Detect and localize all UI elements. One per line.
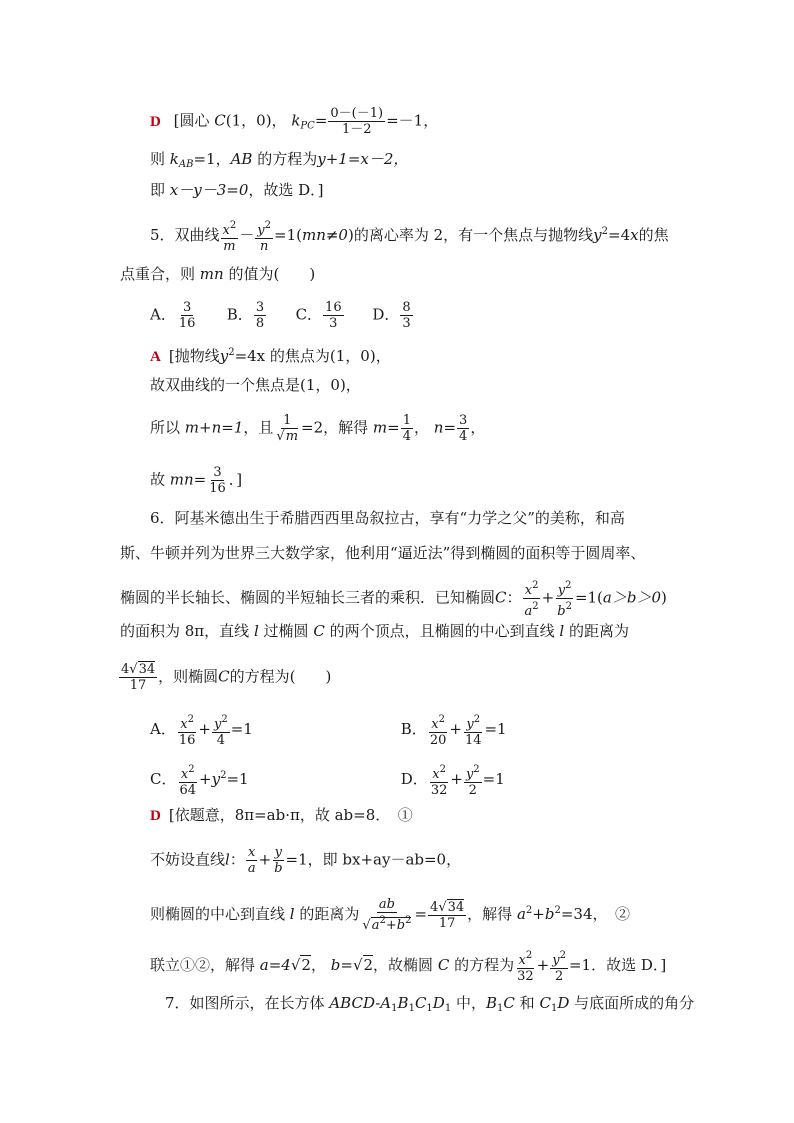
question-6-options-row-1: A． $\frac{x^2}{16}$ + $\frac{y^2}{4}$ =1 B． $\frac{x^2}{20}$ + $\frac{y^2}{14}$ =1 — [150, 714, 507, 748]
question-6-line-3: 椭圆的半长轴长、椭圆的半短轴长三者的乘积．已知椭圆C： $\frac{x^2}{a^2}$ + $\frac{y^2}{b^2}$ =1(a＞b＞0) — [120, 580, 667, 619]
answer-line-q6-3: 则椭圆的中心到直线 l 的距离为 $\frac{ab}{√a^2+b^2}$ = $\frac{4√34}{17}$ ，解得 $a^2+b^2=34$， ② — [150, 897, 630, 933]
question-5-line-1: 5．双曲线 $\frac{x^2}{m}$ － $\frac{y^2}{n}$ =1(mn≠0)的离心率为 2，有一个焦点与抛物线$y^2=4x$的焦 — [150, 220, 669, 254]
answer-line-q5-4: 故 mn= $\frac{3}{16}$ ．] — [150, 465, 243, 496]
answer-line-q6-4: 联立①②，解得 a=4√2， b=√2，故椭圆 C 的方程为 $\frac{x^2}{32}$ + $\frac{y^2}{2}$ =1．故选 D．] — [150, 950, 667, 984]
answer-letter-q6: D — [150, 808, 161, 824]
answer-line-q4-1: D [圆心 C(1，0)， $k_{PC}=$ $\frac{0-(-1)}{1-2}$ =－1， — [150, 106, 439, 137]
answer-line-q4-3: 即 x－y－3=0，故选 D．] — [150, 181, 324, 199]
question-6-line-4: 的面积为 8π，直线 l 过椭圆 C 的两个顶点，且椭圆的中心到直线 l 的距离为 — [120, 622, 630, 640]
question-6-line-5: $\frac{4√34}{17}$ ，则椭圆C的方程为( ) — [121, 662, 332, 693]
answer-letter-q4: D — [150, 113, 161, 130]
answer-line-q5-2: 故双曲线的一个焦点是(1，0)， — [150, 376, 361, 394]
answer-line-q6-2: 不妨设直线l： $\frac{x}{a}$ + $\frac{y}{b}$ =1，即 bx+ay－ab=0， — [150, 845, 462, 876]
answer-line-q5-3: 所以 m+n=1，且 $\frac{1}{√m}$ =2，解得 m= $\frac{1}{4}$ ， n= $\frac{3}{4}$ ， — [150, 413, 486, 444]
answer-line-q6-1: D [依题意，8π=ab·π，故 ab=8． ① — [150, 806, 413, 824]
answer-letter-q5: A — [150, 349, 161, 365]
question-6-line-1: 6．阿基米德出生于希腊西西里岛叙拉古，享有“力学之父”的美称，和高 — [150, 509, 625, 527]
question-5-options: A． $\frac{3}{16}$ B． $\frac{3}{8}$ C． $\frac{16}{3}$ D． $\frac{8}{3}$ — [150, 300, 411, 331]
fraction: $\frac{0-(-1)}{1-2}$ — [330, 106, 384, 137]
answer-line-q5-1: A [抛物线$y^2=4x$ 的焦点为(1，0)， — [150, 347, 391, 365]
question-6-options-row-2: C． $\frac{x^2}{64}$ $+y^2=1$ D． $\frac{x^2}{32}$ + $\frac{y^2}{2}$ =1 — [150, 764, 505, 798]
question-6-line-2: 斯、牛顿并列为世界三大数学家，他利用“逼近法”得到椭圆的面积等于圆周率、 — [120, 544, 646, 562]
question-5-line-2: 点重合，则 mn 的值为( ) — [120, 265, 316, 283]
question-7-line-1: 7．如图所示，在长方体 ABCD-$A_1B_1C_1D_1$ 中，$B_1C$ 和 $C_1D$ 与底面所成的角分 — [165, 994, 695, 1014]
answer-line-q4-2: 则 $k_{AB}=1$，AB 的方程为y+1=x－2， — [150, 150, 409, 170]
